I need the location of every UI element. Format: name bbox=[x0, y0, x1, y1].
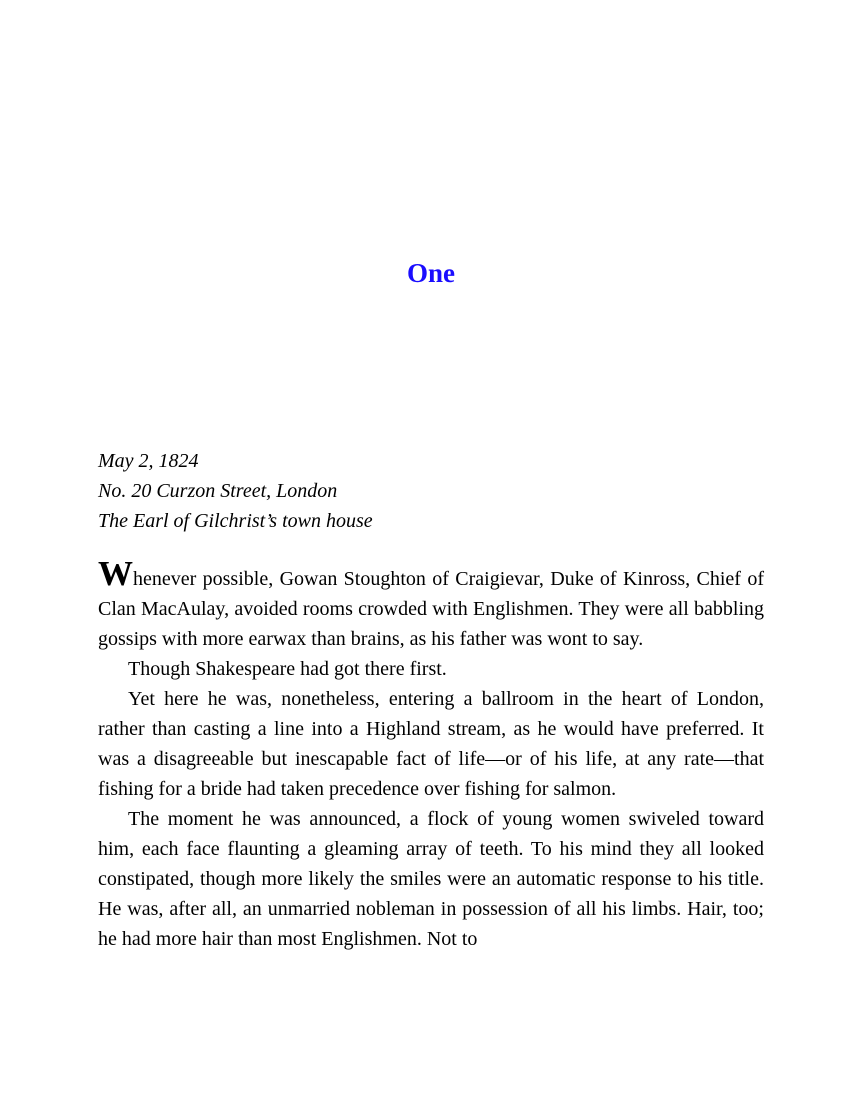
paragraph-3: Yet here he was, nonetheless, entering a ballroom in the heart of London, rather than casting a line into a Highland stream, as he would have preferred. It was a disagreeable but inescapable fact of life—or of his life, at any rate—that fishing for a bride had taken precedence over fishing for salmon. bbox=[98, 688, 764, 800]
paragraph-1-text: henever possible, Gowan Stoughton of Craigievar, Duke of Kinross, Chief of Clan MacAulay, avoided rooms crowded with Englishmen. They were all babbling gossips with more earwax than brains, as his father was wont to say. bbox=[98, 568, 764, 650]
paragraph-4: The moment he was announced, a flock of young women swiveled toward him, each face flaunting a gleaming array of teeth. To his mind they all looked constipated, though more likely the smiles were an automatic response to his title. He was, after all, an unmarried nobleman in possession of all his limbs. Hair, too; he had more hair than most Englishmen. Not to bbox=[98, 808, 764, 950]
chapter-title-link[interactable]: One bbox=[406, 258, 455, 288]
dateline-place: The Earl of Gilchrist’s town house bbox=[98, 510, 373, 532]
dateline-address: No. 20 Curzon Street, London bbox=[98, 480, 338, 502]
paragraph-2: Though Shakespeare had got there first. bbox=[128, 658, 447, 680]
chapter-dateline bbox=[98, 446, 764, 536]
dateline-date: May 2, 1824 bbox=[98, 450, 199, 472]
paragraph-1 bbox=[98, 554, 764, 654]
drop-cap: W bbox=[98, 554, 133, 593]
chapter-body bbox=[98, 554, 764, 954]
chapter-title bbox=[0, 255, 862, 291]
